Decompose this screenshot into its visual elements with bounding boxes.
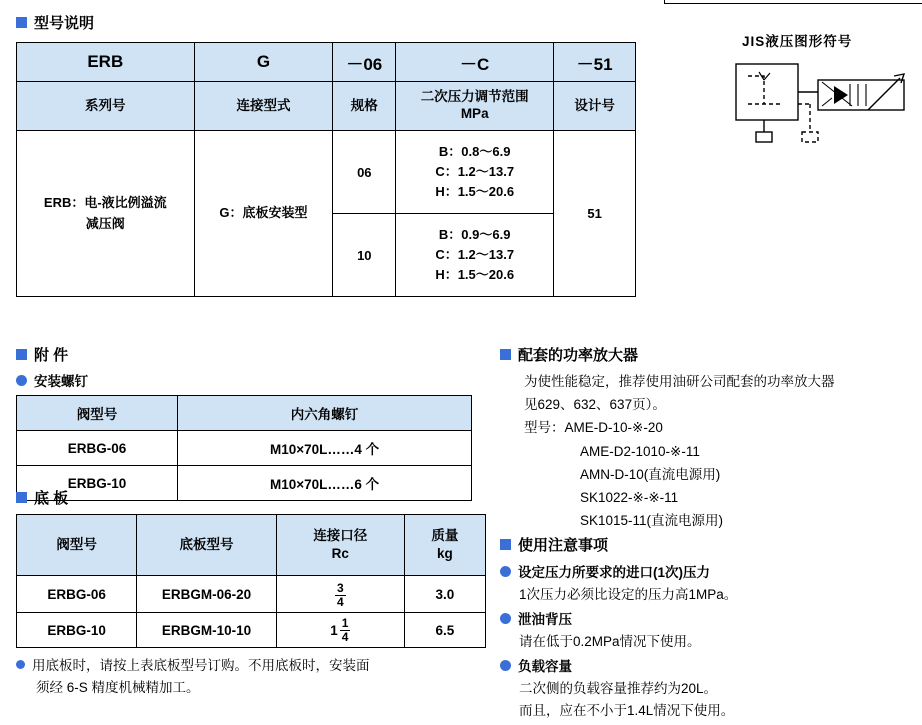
model-code-g: G	[194, 43, 333, 82]
top-partial-box	[664, 0, 922, 4]
baseplate-section-title: 底 板	[34, 490, 69, 507]
mount-description: G：底板安装型	[194, 131, 333, 297]
screw-valve-10: ERBG-10	[17, 466, 178, 501]
base-mass-10: 6.5	[404, 613, 485, 648]
accessories-sub-title: 安装螺钉	[34, 374, 88, 389]
list-item	[500, 656, 920, 721]
label-spec: 规格	[333, 82, 396, 131]
range-c-10: C：1.2～13.7	[435, 246, 515, 262]
square-bullet-icon	[16, 492, 27, 503]
table-row	[17, 431, 472, 466]
amplifier-body	[524, 370, 922, 533]
spec-size-06: 06	[333, 131, 396, 214]
accessories-section-title: 附 件	[34, 347, 69, 364]
table-row	[17, 43, 636, 82]
accessories-subheader	[16, 370, 88, 390]
range-c-06: C：1.2～13.7	[435, 163, 515, 179]
design-no-value: 51	[554, 131, 636, 297]
note-title-3: 负载容量	[518, 659, 572, 675]
range-h-06: H：1.5～20.6	[435, 184, 515, 200]
table-row	[17, 131, 636, 214]
spec-size-10: 10	[333, 214, 396, 297]
label-mount: 连接型式	[194, 82, 333, 131]
accessories-section-header	[16, 344, 68, 365]
amplifier-section-title: 配套的功率放大器	[518, 347, 639, 364]
model-section-title: 型号说明	[34, 15, 95, 32]
note-body-3b: 而且，应在不小于1.4L情况下使用。	[519, 702, 735, 718]
model-code-table	[16, 42, 636, 297]
note-body-2: 请在低于0.2MPa情况下使用。	[519, 633, 701, 649]
square-bullet-icon	[16, 349, 27, 360]
base-header-plate: 底板型号	[137, 515, 277, 576]
usage-notes-list	[500, 562, 920, 725]
amplifier-model-2: AMN-D-10(直流电源用)	[580, 466, 721, 482]
model-code-range: －C	[396, 43, 554, 82]
range-h-10: H：1.5～20.6	[435, 267, 515, 283]
base-valve-06: ERBG-06	[17, 576, 137, 613]
circle-bullet-icon	[500, 566, 511, 577]
baseplate-note	[16, 655, 496, 700]
usage-notes-section-header	[500, 534, 608, 555]
note-title-1: 设定压力所要求的进口(1次)压力	[518, 565, 710, 580]
square-bullet-icon	[500, 349, 511, 360]
baseplate-note-line1: 用底板时，请按上表底板型号订购。不用底板时，安装面	[32, 658, 370, 673]
model-code-erb: ERB	[17, 43, 195, 82]
screw-valve-06: ERBG-06	[17, 431, 178, 466]
screw-bolt-06: M10×70L……4 个	[178, 431, 472, 466]
model-code-size: －06	[333, 43, 396, 82]
press-range-06	[396, 131, 554, 214]
square-bullet-icon	[500, 539, 511, 550]
note-body-3a: 二次侧的负载容量推荐约为20L。	[519, 680, 718, 696]
base-header-valve: 阀型号	[17, 515, 137, 576]
label-series: 系列号	[17, 82, 195, 131]
table-row	[17, 515, 486, 576]
range-b-06: B：0.8～6.9	[438, 143, 511, 159]
note-title-2: 泄油背压	[518, 612, 572, 628]
screw-table	[16, 395, 472, 501]
amplifier-line3: 型号：AME-D-10-※-20	[524, 420, 663, 436]
square-bullet-icon	[16, 17, 27, 28]
base-header-mass: 质量 kg	[404, 515, 485, 576]
screw-header-valve: 阀型号	[17, 396, 178, 431]
usage-notes-section-title: 使用注意事项	[518, 537, 609, 554]
port-whole-10: 1	[330, 622, 338, 638]
amplifier-section-header	[500, 344, 638, 365]
baseplate-table	[16, 514, 486, 648]
range-b-10: B：0.9～6.9	[438, 226, 511, 242]
jis-hydraulic-symbol-diagram	[718, 58, 918, 148]
table-row	[17, 613, 486, 648]
model-code-design: －51	[554, 43, 636, 82]
press-range-10	[396, 214, 554, 297]
base-mass-06: 3.0	[404, 576, 485, 613]
port-num-06: 3	[336, 581, 344, 595]
screw-bolt-10: M10×70L……6 个	[178, 466, 472, 501]
amplifier-line2: 见629、632、637页）。	[524, 397, 666, 413]
circle-bullet-icon	[500, 613, 511, 624]
list-item	[500, 562, 920, 605]
table-row	[17, 466, 472, 501]
list-item	[500, 609, 920, 652]
screw-header-bolt: 内六角螺钉	[178, 396, 472, 431]
jis-symbol-title: JIS液压图形符号	[742, 34, 853, 49]
port-num-10: 1	[341, 616, 349, 631]
series-description: ERB：电-液比例溢流 减压阀	[17, 131, 195, 297]
table-row	[17, 396, 472, 431]
amplifier-line1: 为使性能稳定，推荐使用油研公司配套的功率放大器	[524, 374, 835, 389]
baseplate-note-line2: 须经 6-S 精度机械精加工。	[36, 680, 200, 696]
table-row	[17, 82, 636, 131]
base-plate-10: ERBGM-10-10	[137, 613, 277, 648]
amplifier-model-1: AME-D2-1010-※-11	[580, 443, 700, 459]
table-row	[17, 576, 486, 613]
base-plate-06: ERBGM-06-20	[137, 576, 277, 613]
base-port-10	[276, 613, 404, 648]
port-den-10: 4	[341, 629, 349, 644]
label-press-range: 二次压力调节范围 MPa	[396, 82, 554, 131]
note-body-1: 1次压力必须比设定的压力高1MPa。	[519, 586, 738, 602]
amplifier-model-4: SK1015-11(直流电源用)	[580, 513, 724, 529]
port-den-06: 4	[336, 594, 344, 609]
model-section-header	[16, 12, 94, 33]
amplifier-model-3: SK1022-※-※-11	[580, 490, 679, 506]
baseplate-section-header	[16, 487, 68, 508]
base-header-port: 连接口径 Rc	[276, 515, 404, 576]
circle-bullet-icon	[16, 375, 27, 386]
base-port-06	[276, 576, 404, 613]
circle-bullet-icon	[16, 660, 25, 669]
base-valve-10: ERBG-10	[17, 613, 137, 648]
label-design-no: 设计号	[554, 82, 636, 131]
circle-bullet-icon	[500, 660, 511, 671]
